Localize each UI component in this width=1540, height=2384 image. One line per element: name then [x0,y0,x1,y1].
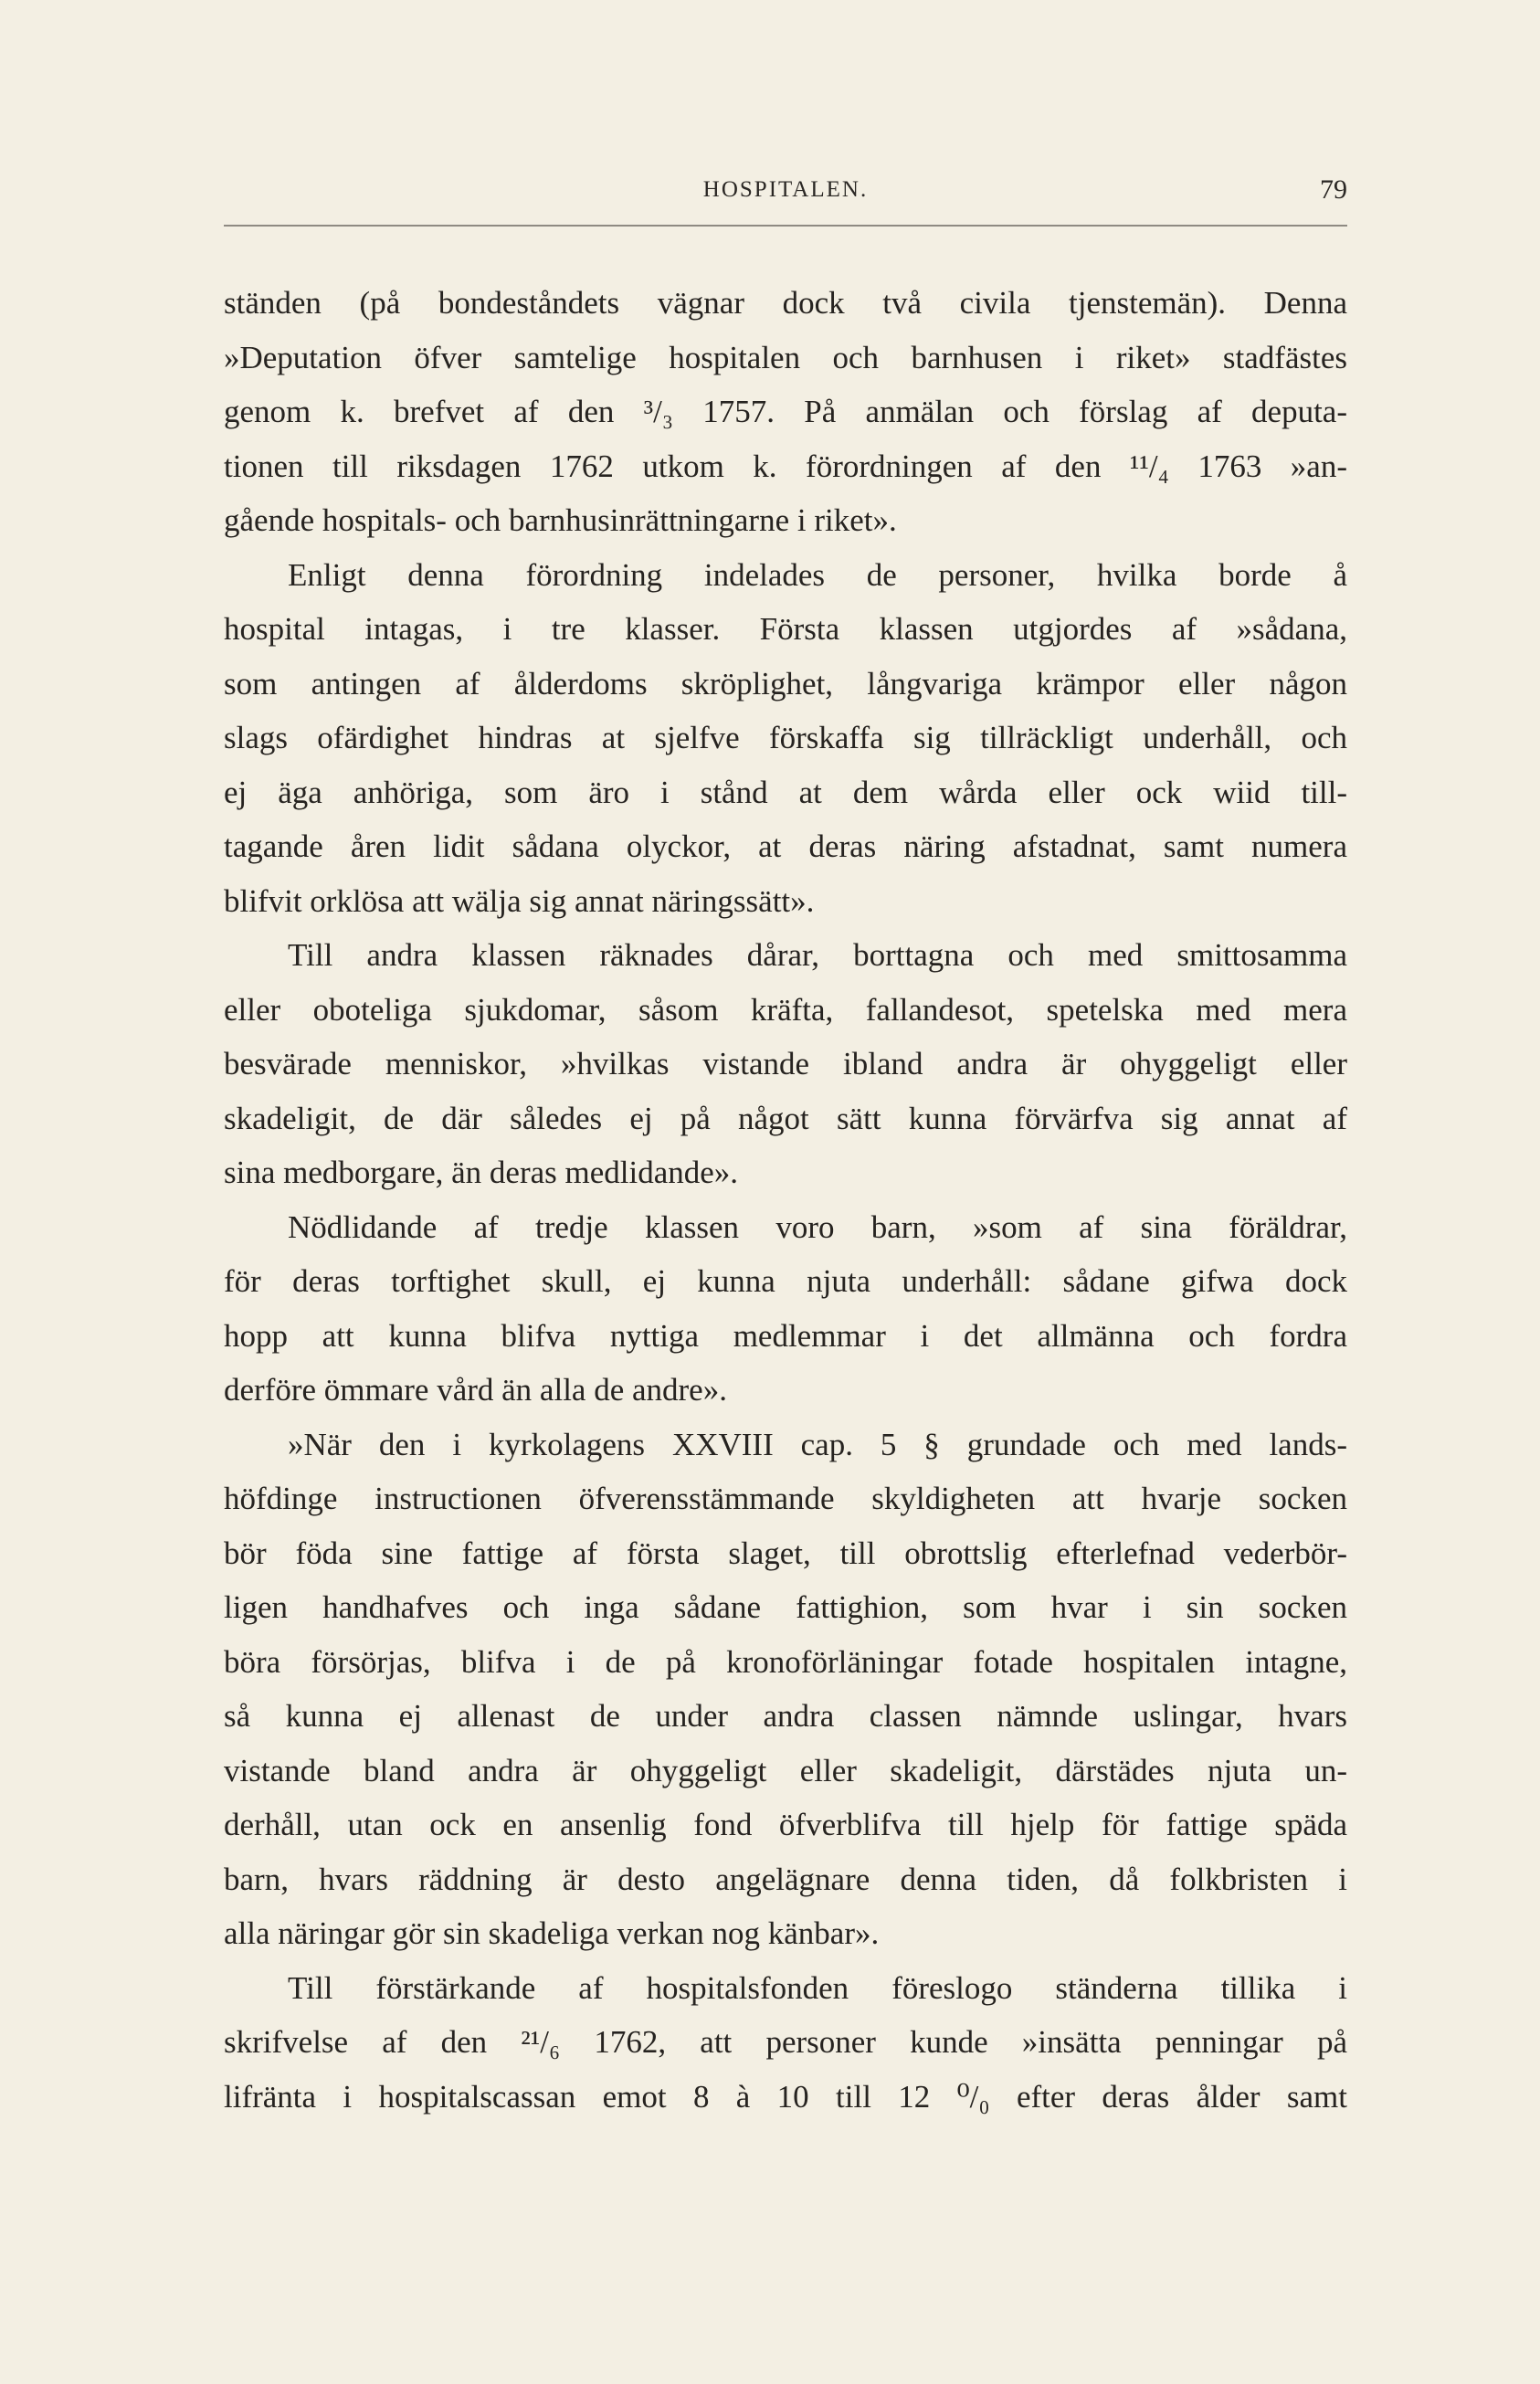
text-line: Nödlidande af tredje klassen voro barn, »som af sina föräldrar, [288,1208,1347,1245]
text-line: sina medborgare, än deras medlidande». [224,1155,739,1190]
text-line: eller oboteliga sjukdomar, såsom kräfta, fallandesot, spetelska med mera [224,991,1347,1028]
text-line: så kunna ej allenast de under andra classen nämnde uslingar, hvars [224,1698,1347,1734]
text-line: ständen (på bondeståndets vägnar dock två civila tjenstemän). Denna [224,285,1347,321]
text-line: bör föda sine fattige af första slaget, till obrottslig efterlefnad vederbör- [224,1535,1347,1571]
text-line: vistande bland andra är ohyggeligt eller skadeligit, därstädes njuta un- [224,1752,1347,1788]
header-rule [224,225,1347,227]
text-line: alla näringar gör sin skadeliga verkan nog känbar». [224,1915,880,1951]
text-line: gående hospitals- och barnhusinrättningarne i riket». [224,502,897,538]
text-line: höfdinge instructionen öfverensstämmande skyldigheten att hvarje socken [224,1481,1347,1516]
text-line: skrifvelse af den ²¹/₆ 1762, att personer kunde »insätta penningar på [224,2024,1347,2060]
text-line: ligen handhafves och inga sådane fattighion, som hvar i sin socken [224,1589,1347,1625]
body-text [224,276,1347,2124]
text-line: tionen till riksdagen 1762 utkom k. förordningen af den ¹¹/₄ 1763 »an- [224,448,1347,484]
text-line: blifvit orklösa att wälja sig annat näringssätt». [224,882,815,919]
text-line: derhåll, utan ock en ansenlig fond öfverblifva till hjelp för fattige späda [224,1807,1347,1842]
text-line: »När den i kyrkolagens XXVIII cap. 5 § grundade och med lands- [288,1426,1347,1462]
text-line: som antingen af ålderdoms skröplighet, långvariga krämpor eller någon [224,665,1347,701]
text-line: hopp att kunna blifva nyttiga medlemmar i det allmänna och fordra [224,1317,1347,1354]
text-line: skadeligit, de där således ej på något sätt kunna förvärfva sig annat af [224,1100,1347,1136]
text-line: böra försörjas, blifva i de på kronoförläningar fotade hospitalen intagne, [224,1643,1347,1680]
text-line: slags ofärdighet hindras at sjelfve förskaffa sig tillräckligt underhåll, och [224,720,1347,755]
text-line: för deras torftighet skull, ej kunna njuta underhåll: sådane gifwa dock [224,1263,1347,1299]
text-line: »Deputation öfver samtelige hospitalen och barnhusen i riket» stadfästes [224,339,1347,375]
page-number: 79 [1320,174,1347,205]
text-line: besvärade menniskor, »hvilkas vistande ibland andra är ohyggeligt eller [224,1046,1347,1081]
text-line: Enligt denna förordning indelades de personer, hvilka borde å [288,556,1347,593]
text-line: barn, hvars räddning är desto angelägnare denna tiden, då folkbristen i [224,1861,1347,1897]
text-line: ej äga anhöriga, som äro i stånd at dem wårda eller ock wiid till- [224,774,1347,810]
text-line: tagande åren lidit sådana olyckor, at deras näring afstadnat, samt numera [224,828,1347,864]
text-line: Till andra klassen räknades dårar, borttagna och med smittosamma [288,937,1347,973]
text-line: derföre ömmare vård än alla de andre». [224,1372,727,1408]
text-line: Till förstärkande af hospitalsfonden föreslogo ständerna tillika i [288,1969,1347,2006]
text-line: hospital intagas, i tre klasser. Första klassen utgjordes af »sådana, [224,611,1347,647]
text-line: lifränta i hospitalscassan emot 8 à 10 till 12 ⁰/₀ efter deras ålder samt [224,2078,1347,2115]
text-line: genom k. brefvet af den ³/₃ 1757. På anmälan och förslag af deputa- [224,394,1347,429]
running-title: HOSPITALEN. [702,177,869,202]
running-head [224,172,1347,208]
